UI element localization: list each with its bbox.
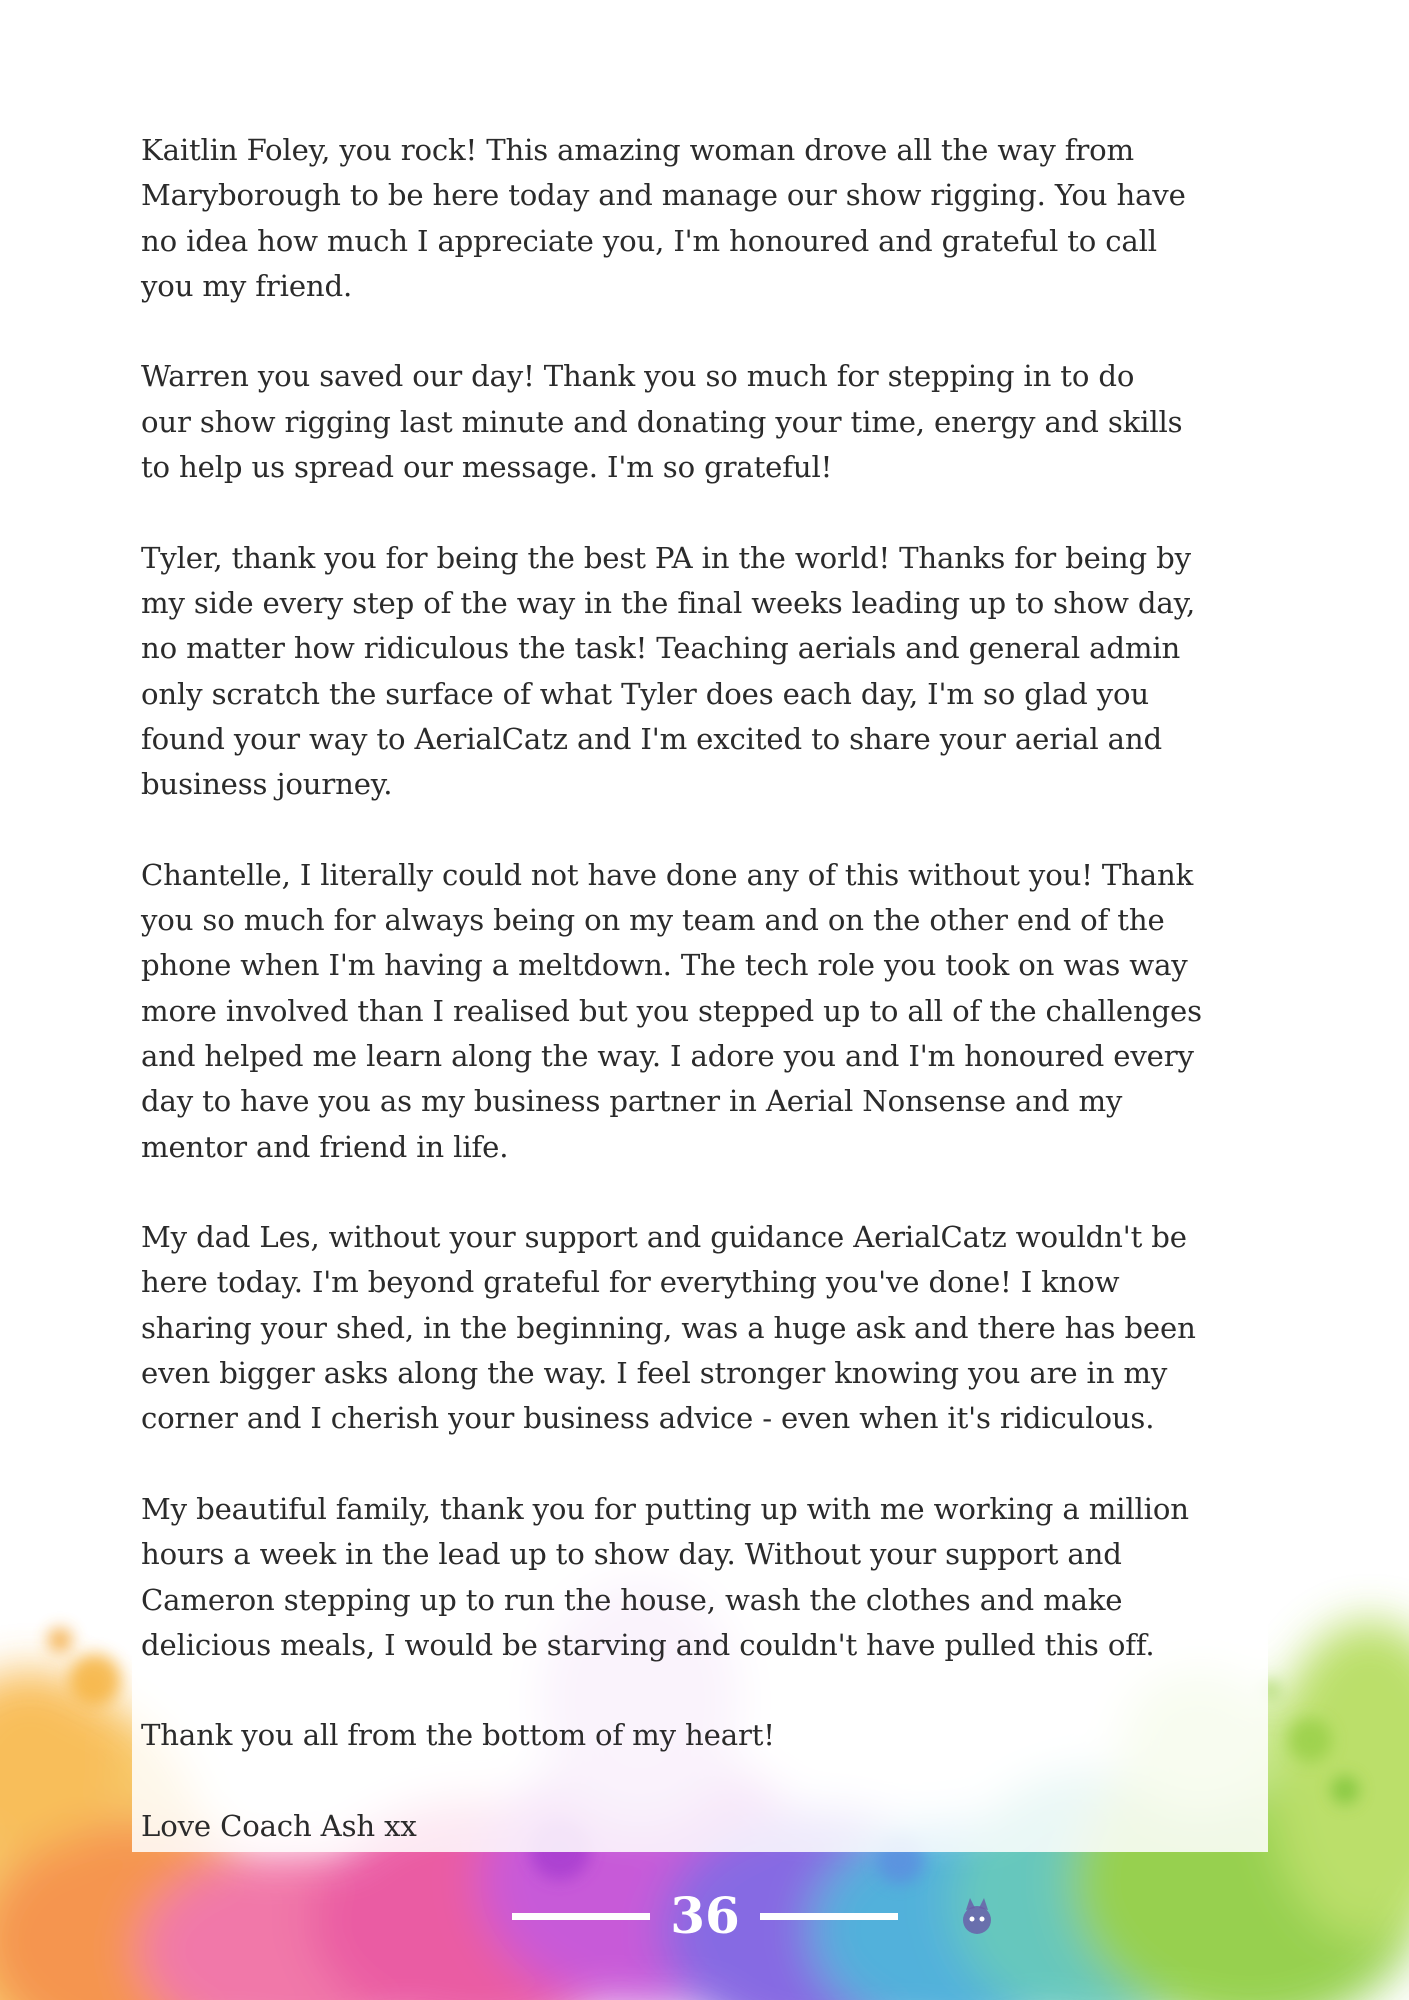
paragraph [141,853,1271,1170]
text-line: my side every step of the way in the final weeks leading up to show day, [141,585,1196,620]
footer-rule-left [512,1913,650,1920]
text-line: more involved than I realised but you stepped up to all of the challenges [141,993,1202,1028]
paragraph [141,128,1271,309]
text-line: Tyler, thank you for being the best PA in the world! Thanks for being by [141,540,1191,575]
text-line: delicious meals, I would be starving and couldn't have pulled this off. [141,1627,1155,1662]
text-line: our show rigging last minute and donating your time, energy and skills [141,404,1183,439]
acknowledgements-text [141,128,1271,1895]
paragraph [141,1487,1271,1668]
text-line: you my friend. [141,268,353,303]
page-number-footer [0,1882,1409,1952]
text-line: mentor and friend in life. [141,1129,509,1164]
text-line: phone when I'm having a meltdown. The tech role you took on was way [141,948,1188,983]
text-line: Cameron stepping up to run the house, wash the clothes and make [141,1582,1123,1617]
text-line: found your way to AerialCatz and I'm excited to share your aerial and [141,721,1162,756]
text-line: Warren you saved our day! Thank you so much for stepping in to do [141,359,1135,394]
text-line: Love Coach Ash xx [141,1808,417,1843]
text-line: here today. I'm beyond grateful for everything you've done! I know [141,1265,1120,1300]
paragraph [141,1804,1271,1849]
paragraph [141,1215,1271,1441]
text-line: business journey. [141,767,393,802]
text-line: Thank you all from the bottom of my heart! [141,1718,775,1753]
paragraph [141,1713,1271,1758]
text-line: My beautiful family, thank you for putting up with me working a million [141,1491,1189,1526]
text-line: sharing your shed, in the beginning, was a huge ask and there has been [141,1310,1196,1345]
text-line: day to have you as my business partner in Aerial Nonsense and my [141,1084,1123,1119]
text-line: no matter how ridiculous the task! Teaching aerials and general admin [141,631,1181,666]
text-line: and helped me learn along the way. I adore you and I'm honoured every [141,1038,1194,1073]
paragraph [141,354,1271,490]
text-line: no idea how much I appreciate you, I'm honoured and grateful to call [141,223,1157,258]
text-line: Maryborough to be here today and manage our show rigging. You have [141,178,1186,213]
text-line: My dad Les, without your support and guidance AerialCatz wouldn't be [141,1220,1187,1255]
text-line: only scratch the surface of what Tyler does each day, I'm so glad you [141,676,1150,711]
text-line: to help us spread our message. I'm so grateful! [141,450,833,485]
text-line: even bigger asks along the way. I feel stronger knowing you are in my [141,1356,1168,1391]
footer-rule-right [760,1913,898,1920]
page-number: 36 [670,1886,740,1945]
text-line: corner and I cherish your business advice - even when it's ridiculous. [141,1401,1155,1436]
paragraph [141,536,1271,808]
text-line: Chantelle, I literally could not have done any of this without you! Thank [141,857,1194,892]
text-line: hours a week in the lead up to show day. Without your support and [141,1537,1122,1572]
text-line: Kaitlin Foley, you rock! This amazing woman drove all the way from [141,133,1135,167]
cat-icon [952,1892,1002,1942]
text-line: you so much for always being on my team and on the other end of the [141,903,1165,938]
